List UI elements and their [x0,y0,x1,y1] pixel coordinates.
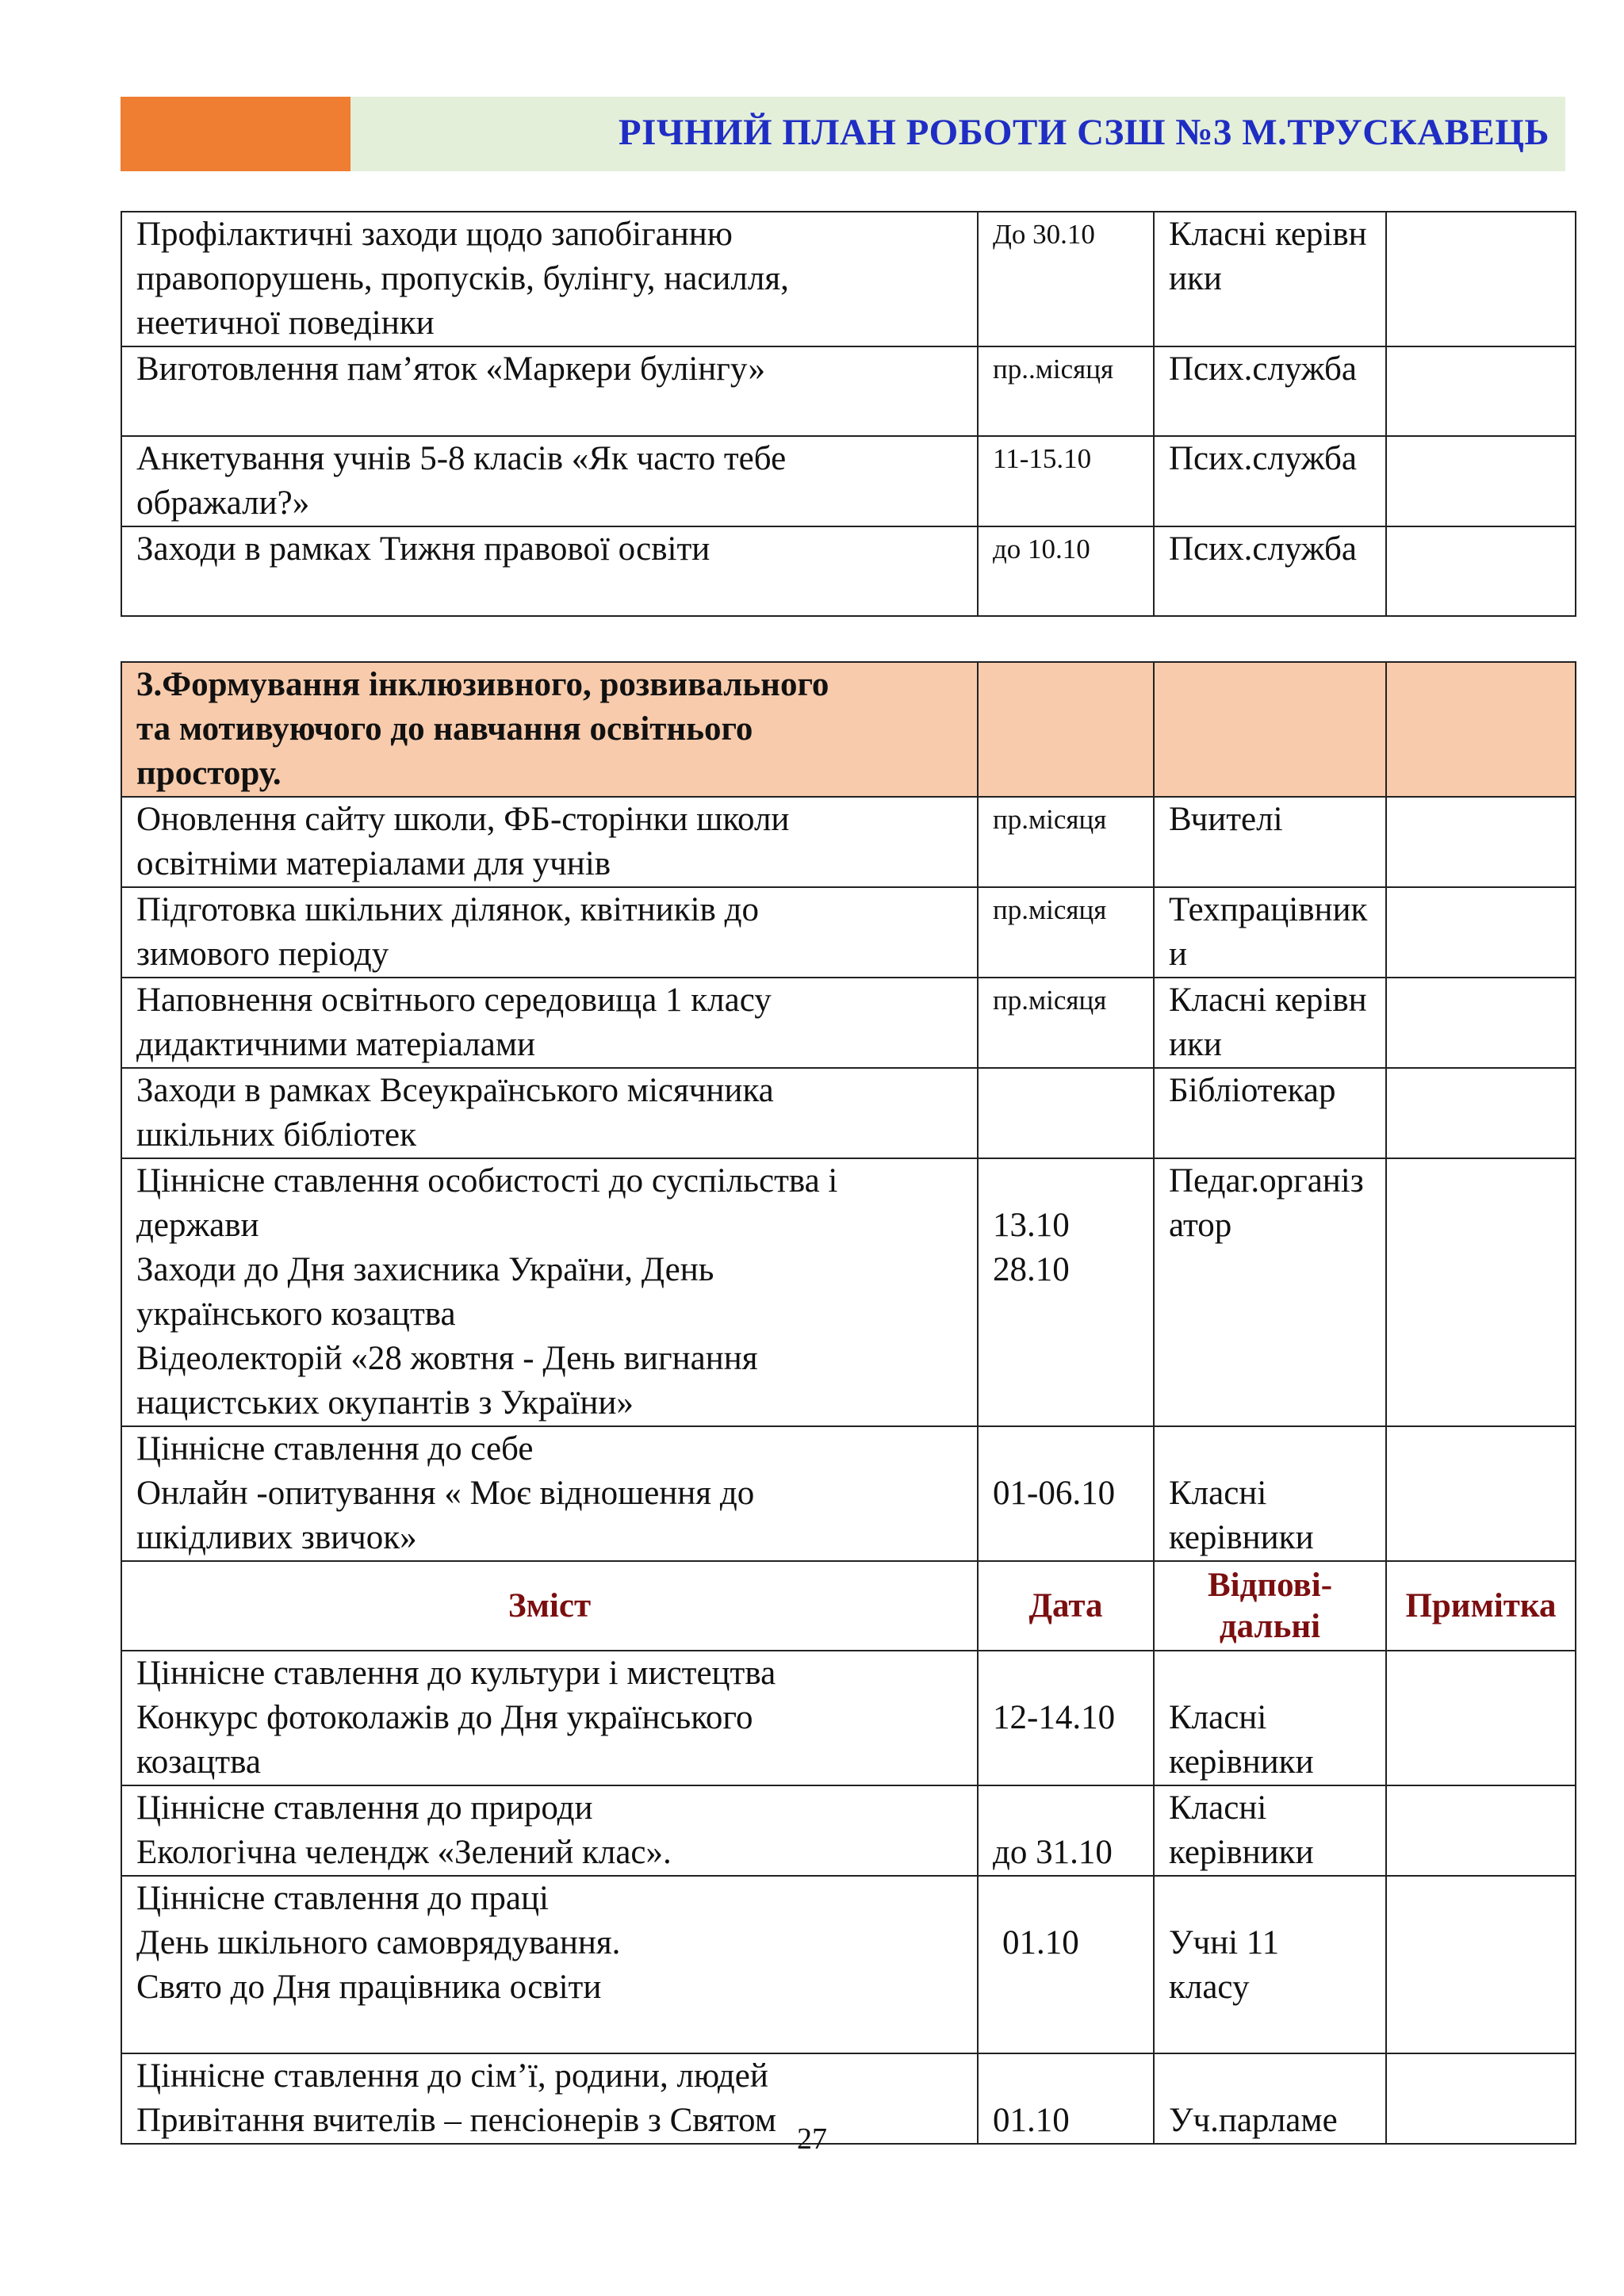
table-row [121,1785,1576,1876]
content-cell: Оновлення сайту школи, ФБ-сторінки школи освітніми матеріалами для учнів [121,797,978,887]
page-header [121,97,1565,171]
note-cell [1386,978,1576,1068]
plan-table-1 [121,211,1576,617]
table-row [121,978,1576,1068]
content-cell: Ціннісне ставлення до праці День шкільного самоврядування. Свято до Дня працівника освіти [121,1876,978,2053]
note-cell [1386,1158,1576,1426]
note-cell [1386,526,1576,616]
note-cell [1386,1068,1576,1158]
responsible-cell: Класні керівники [1154,1785,1386,1876]
responsible-cell: Уч.парламе [1154,2053,1386,2144]
responsible-cell: Псих.служба [1154,436,1386,526]
content-cell: Ціннісне ставлення до себе Онлайн -опитування « Моє відношення до шкідливих звичок» [121,1426,978,1561]
table-row [121,1426,1576,1561]
table-row [121,436,1576,526]
column-header-row [121,1561,1576,1651]
table-row [121,1876,1576,2053]
content-cell: Ціннісне ставлення до природи Екологічна челендж «Зелений клас». [121,1785,978,1876]
content-cell: Ціннісне ставлення особистості до суспільства і держави Заходи до Дня захисника України, День українського козацтва Відеолекторій «28 жовтня - День вигнання нацистських окупантів з України» [121,1158,978,1426]
table-row [121,797,1576,887]
note-cell [1386,887,1576,978]
table-row [121,1651,1576,1785]
table-row [121,526,1576,616]
section-heading-row [121,662,1576,797]
page-header-title: РІЧНИЙ ПЛАН РОБОТИ СЗШ №3 М.ТРУСКАВЕЦЬ [618,112,1549,153]
date-cell: до 31.10 [978,1785,1154,1876]
note-cell [1386,1785,1576,1876]
date-cell: пр.місяця [978,978,1154,1068]
page-number: 27 [797,2122,827,2156]
note-cell [1386,1876,1576,2053]
note-cell [1386,797,1576,887]
content-cell: Заходи в рамках Всеукраїнського місячника шкільних бібліотек [121,1068,978,1158]
note-cell [1386,346,1576,436]
content-cell: Виготовлення пам’яток «Маркери булінгу» [121,346,978,436]
responsible-cell: Учні 11 класу [1154,1876,1386,2053]
date-cell: пр.місяця [978,887,1154,978]
table-row [121,346,1576,436]
table-row [121,1068,1576,1158]
header-accent-bar [121,97,350,171]
note-cell [1386,1651,1576,1785]
column-header-responsible: Відпові-дальні [1154,1561,1386,1651]
content-cell: Ціннісне ставлення до сім’ї, родини, людей Привітання вчителів – пенсіонерів з Святом [121,2053,978,2144]
content-cell: Заходи в рамках Тижня правової освіти [121,526,978,616]
responsible-cell: Бібліотекар [1154,1068,1386,1158]
responsible-cell: Педаг.організатор [1154,1158,1386,1426]
note-cell [1386,436,1576,526]
responsible-cell: Класні керівники [1154,1426,1386,1561]
table-row [121,1158,1576,1426]
column-header-date: Дата [978,1561,1154,1651]
column-header-content: Зміст [121,1561,978,1651]
responsible-cell: Класні керівники [1154,1651,1386,1785]
section-title: 3.Формування інклюзивного, розвивального та мотивуючого до навчання освітнього простору. [121,662,978,797]
responsible-cell: Псих.служба [1154,346,1386,436]
note-cell [1386,212,1576,346]
date-cell: 01.10 [978,1876,1154,2053]
section-responsible-cell [1154,662,1386,797]
content-cell: Ціннісне ставлення до культури і мистецтва Конкурс фотоколажів до Дня українського козацтва [121,1651,978,1785]
note-cell [1386,1426,1576,1561]
column-header-note: Примітка [1386,1561,1576,1651]
date-cell: пр..місяця [978,346,1154,436]
content-cell: Анкетування учнів 5-8 класів «Як часто тебе ображали?» [121,436,978,526]
section-note-cell [1386,662,1576,797]
date-cell: 01.10 [978,2053,1154,2144]
responsible-cell: Вчителі [1154,797,1386,887]
date-cell: до 10.10 [978,526,1154,616]
date-cell: пр.місяця [978,797,1154,887]
responsible-cell: Техпрацівники [1154,887,1386,978]
table-row [121,887,1576,978]
date-cell: 13.10 28.10 [978,1158,1154,1426]
date-cell [978,1068,1154,1158]
content-cell: Підготовка шкільних ділянок, квітників до зимового періоду [121,887,978,978]
date-cell: 12-14.10 [978,1651,1154,1785]
plan-table-2 [121,661,1576,2145]
date-cell: 11-15.10 [978,436,1154,526]
responsible-cell: Псих.служба [1154,526,1386,616]
date-cell: До 30.10 [978,212,1154,346]
section-date-cell [978,662,1154,797]
responsible-cell: Класні керівники [1154,978,1386,1068]
date-cell: 01-06.10 [978,1426,1154,1561]
table-row [121,212,1576,346]
responsible-cell: Класні керівники [1154,212,1386,346]
content-cell: Наповнення освітнього середовища 1 класу дидактичними матеріалами [121,978,978,1068]
content-cell: Профілактичні заходи щодо запобіганню правопорушень, пропусків, булінгу, насилля, неетичної поведінки [121,212,978,346]
